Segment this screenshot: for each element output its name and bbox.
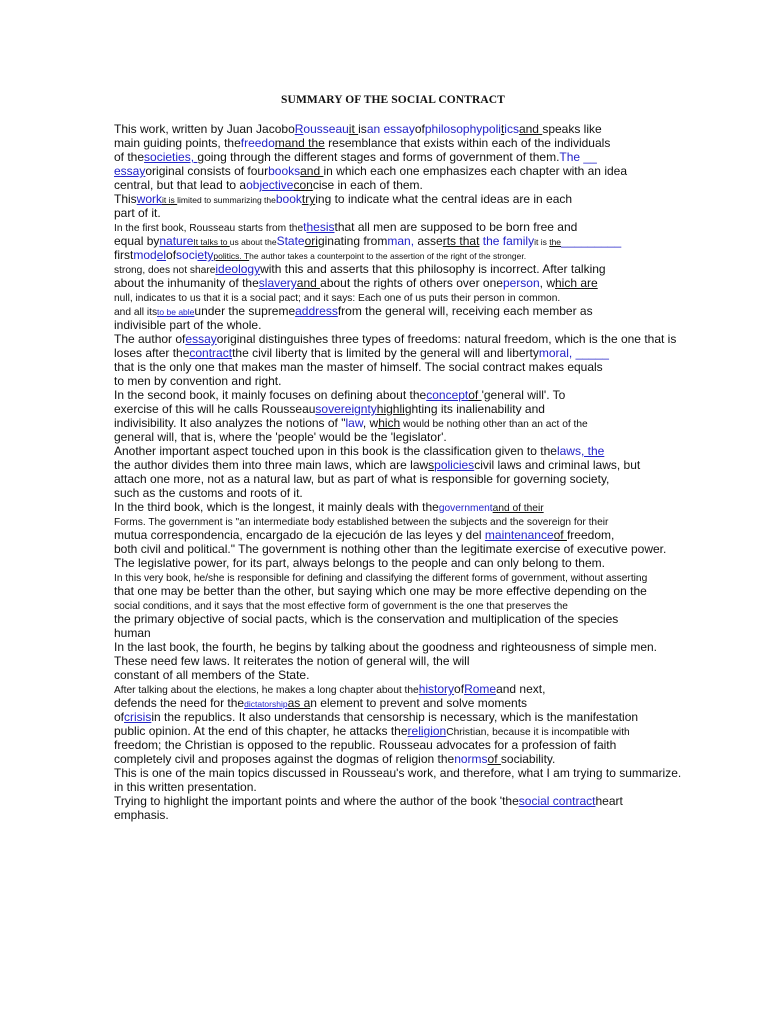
text-run: public opinion. At the end of this chapter, he attacks the [114, 724, 408, 738]
text-line [114, 304, 684, 318]
text-run: n element to prevent and solve moments [310, 696, 528, 710]
text-run: central, but that lead to a [114, 178, 247, 192]
text-run: the author divides them into three main laws, which are law [114, 458, 429, 472]
hyperlink-text[interactable]: book [275, 192, 302, 206]
text-run: original consists of four [145, 164, 269, 178]
text-line [114, 234, 684, 248]
text-run: rts that [442, 234, 480, 248]
hyperlink-text[interactable]: ousseau [303, 122, 349, 136]
hyperlink-text[interactable]: books [268, 164, 301, 178]
text-run: in the republics. It also understands that censorship is necessary, which is the manifestation [151, 710, 639, 724]
text-run: freedom; the Christian is opposed to the republic. Rousseau advocates for a profession of faith [114, 738, 617, 752]
text-run: ori [304, 234, 318, 248]
text-run: null, indicates to us that it is a social pact; and it says: Each one of us puts their person in common. [114, 293, 561, 304]
text-line [114, 500, 684, 514]
document-body [114, 122, 684, 822]
hyperlink-text[interactable]: freedo [240, 136, 275, 150]
text-run: try [301, 192, 316, 206]
text-run: of [468, 388, 482, 402]
text-run: hich [378, 416, 401, 430]
text-run: it is [534, 237, 550, 247]
hyperlink-text[interactable]: ideology [215, 262, 261, 276]
text-run: , w [362, 416, 379, 430]
text-run: social conditions, and it says that the most effective form of government is the one that preserves the [114, 601, 568, 612]
text-run: of [553, 528, 567, 542]
text-line [114, 668, 684, 682]
text-line [114, 192, 684, 206]
hyperlink-text[interactable]: man, [387, 234, 415, 248]
hyperlink-text[interactable]: essay [185, 332, 217, 346]
text-run: indivisibility. It also analyzes the notions of " [114, 416, 346, 430]
text-run: In the first book, Rousseau starts from the [114, 223, 304, 234]
text-line [114, 682, 684, 696]
hyperlink-text[interactable]: soci [176, 248, 198, 262]
hyperlink-text[interactable]: , the [580, 444, 605, 458]
hyperlink-text[interactable]: concept [426, 388, 469, 402]
hyperlink-text[interactable]: moral, [538, 346, 576, 360]
text-run: ghting its inalienability and [404, 402, 545, 416]
text-run: freedom, [566, 528, 615, 542]
hyperlink-text[interactable]: laws [556, 444, 581, 458]
text-run: g [197, 150, 205, 164]
text-run: ginating [317, 234, 360, 248]
hyperlink-text[interactable]: an essay [366, 122, 415, 136]
hyperlink-text[interactable]: crisis [124, 710, 152, 724]
hyperlink-text[interactable]: t [303, 220, 307, 234]
text-run: is [358, 122, 367, 136]
text-run: limited to summarizing the [177, 195, 276, 205]
text-run: politics. T [213, 251, 250, 261]
text-run: that one may be better than the other, but saying which one may be more effective depending on the [114, 584, 647, 598]
text-run: from the general will, receiving each member as [337, 304, 593, 318]
text-run: exercise of this will he calls Rousseau [114, 402, 316, 416]
text-run: In the second book, it mainly focuses on defining about the [114, 388, 427, 402]
text-run: general will, that is, where the 'people' would be the 'legislator'. [114, 430, 447, 444]
hyperlink-text[interactable]: law [345, 416, 363, 430]
text-run: mutua correspondencia, encargado de la ejecución de las leyes y del [114, 528, 485, 542]
hyperlink-text[interactable]: ety [197, 248, 214, 262]
hyperlink-text[interactable]: person [502, 276, 540, 290]
hyperlink-text[interactable]: __ [583, 150, 597, 164]
text-run: defends the need for the [114, 696, 245, 710]
text-run: of the [114, 150, 145, 164]
text-line [114, 178, 684, 192]
hyperlink-text[interactable]: dictatorship [244, 699, 288, 709]
text-line [114, 612, 684, 626]
text-line [114, 654, 684, 668]
text-run: 'general will'. To [481, 388, 566, 402]
text-run: such as the customs and roots of it. [114, 486, 303, 500]
text-line [114, 136, 684, 150]
text-line [114, 458, 684, 472]
text-run: This [114, 192, 137, 206]
text-run: and of their [492, 503, 544, 514]
text-run: Trying to highlight the important points and where the author of the book 'the [114, 794, 519, 808]
hyperlink-text[interactable]: norms [454, 752, 488, 766]
text-line [114, 444, 684, 458]
hyperlink-text[interactable]: maintenance [484, 528, 554, 542]
text-run: resemblance that exists within each of the individuals [324, 136, 611, 150]
hyperlink-text[interactable]: history [418, 682, 455, 696]
text-run: highli [376, 402, 405, 416]
text-run: t [500, 122, 505, 136]
text-run: of [487, 752, 501, 766]
text-run: the [549, 237, 562, 247]
text-run: of [414, 122, 425, 136]
text-run: speaks like [542, 122, 602, 136]
text-run: It talks to [193, 237, 230, 247]
hyperlink-text[interactable]: _________ [561, 234, 622, 248]
text-run: the civil liberty that is limited by the general will and liberty [232, 346, 539, 360]
hyperlink-text[interactable]: the family [479, 234, 535, 248]
text-run: the primary objective of social pacts, which is the conservation and multiplication of the species [114, 612, 619, 626]
text-line [114, 206, 684, 220]
text-run: The author of [114, 332, 186, 346]
text-run: would be nothing other than an act of the [400, 419, 588, 430]
text-line [114, 808, 684, 822]
hyperlink-text[interactable]: to be able [157, 307, 195, 317]
hyperlink-text[interactable]: State [276, 234, 305, 248]
text-run: completely civil and proposes against the dogmas of religion the [114, 752, 455, 766]
text-run: , w [539, 276, 555, 290]
text-line [114, 150, 684, 164]
text-line [114, 318, 684, 332]
text-run: he author takes a counterpoint to the assertion of the right of the stronger. [249, 251, 527, 261]
text-line [114, 570, 684, 584]
text-run: indivisible part of the whole. [114, 318, 262, 332]
text-run: and [518, 122, 543, 136]
hyperlink-text[interactable]: losophy [440, 122, 483, 136]
text-line [114, 514, 684, 528]
hyperlink-text[interactable]: essay [114, 164, 146, 178]
text-line [114, 528, 684, 542]
text-run: constant of all members of the State. [114, 668, 310, 682]
text-run: of [454, 682, 465, 696]
text-line [114, 262, 684, 276]
hyperlink-text[interactable]: mod [133, 248, 157, 262]
text-line [114, 332, 684, 346]
text-line [114, 416, 684, 430]
text-run: under the supreme [194, 304, 296, 318]
text-run: hich are [555, 276, 598, 290]
text-run: of [114, 710, 125, 724]
text-run: about the inhumanity of the [114, 276, 259, 290]
text-run: emphasis. [114, 808, 169, 822]
text-run: In the third book, which is the longest, it mainly deals with the [114, 500, 439, 514]
text-line [114, 290, 684, 304]
hyperlink-text[interactable]: government [438, 503, 493, 514]
text-line [114, 164, 684, 178]
hyperlink-text[interactable]: R [294, 122, 304, 136]
text-line [114, 696, 684, 710]
text-run: sociability. [500, 752, 556, 766]
text-run: both civil and political." The government is nothing other than the legitimate exercise of executive power. [114, 542, 667, 556]
text-line [114, 780, 684, 794]
text-run: and [300, 164, 324, 178]
hyperlink-text[interactable]: nature [159, 234, 194, 248]
text-line [114, 374, 684, 388]
text-run: cise in each of them. [312, 178, 423, 192]
text-run: that all men are supposed to be born free and [334, 220, 578, 234]
text-run: The legislative power, for its part, always belongs to the people and can only belong to them. [114, 556, 605, 570]
text-line [114, 388, 684, 402]
text-line [114, 556, 684, 570]
text-line [114, 710, 684, 724]
text-run: and next, [496, 682, 546, 696]
hyperlink-text[interactable]: sovereignty [315, 402, 377, 416]
text-run: civil laws and criminal laws, but [474, 458, 641, 472]
hyperlink-text[interactable]: ics [504, 122, 519, 136]
text-line [114, 542, 684, 556]
text-run: it is [162, 195, 178, 205]
text-run: us about the [229, 237, 277, 247]
text-run: In this very book, he/she is responsible for defining and classifying the different forms of government, without asserting [114, 573, 648, 584]
hyperlink-text[interactable]: Rome [464, 682, 497, 696]
hyperlink-text[interactable]: slavery [258, 276, 297, 290]
text-line [114, 430, 684, 444]
text-run: Another important aspect touched upon in this book is the classification given to the [114, 444, 557, 458]
text-line [114, 276, 684, 290]
text-line [114, 360, 684, 374]
text-line [114, 752, 684, 766]
text-run: main guiding points, the [114, 136, 241, 150]
text-run: and the [284, 136, 325, 150]
text-line [114, 598, 684, 612]
text-run: from [360, 234, 388, 248]
text-run: In the last book, the fourth, he begins by talking about the goodness and righteousness of simple men. [114, 640, 658, 654]
text-run: in this written presentation. [114, 780, 257, 794]
text-run: heart [595, 794, 623, 808]
text-line [114, 626, 684, 640]
hyperlink-text[interactable]: social contract [518, 794, 596, 808]
text-run: about the rights of others over one [320, 276, 503, 290]
text-line [114, 346, 684, 360]
text-run: that is the only one that makes man the master of himself. The social contract makes equals [114, 360, 603, 374]
hyperlink-text[interactable]: religion [407, 724, 447, 738]
text-run: s [428, 458, 435, 472]
text-run: attach one more, not as a natural law, but as part of what is responsible for governing society, [114, 472, 610, 486]
hyperlink-text[interactable]: The [559, 150, 584, 164]
text-line [114, 738, 684, 752]
text-run: con [293, 178, 313, 192]
hyperlink-text[interactable]: _____ [575, 346, 609, 360]
hyperlink-text[interactable]: contract [189, 346, 233, 360]
text-run: oing through the different stages and forms of government of them. [204, 150, 560, 164]
text-run: After talking about the elections, he makes a long chapter about the [114, 685, 419, 696]
text-run: Forms. The government is "an intermediate body established between the subjects and the sovereign for their [114, 517, 609, 528]
text-line [114, 486, 684, 500]
hyperlink-text[interactable]: obj [246, 178, 263, 192]
text-run: human [114, 626, 151, 640]
text-line [114, 766, 684, 780]
text-line [114, 794, 684, 808]
text-run: This is one of the main topics discussed in Rousseau's work, and therefore, what I am trying to summarize. [114, 766, 682, 780]
text-run: with this and asserts that this philosophy is incorrect. After talking [260, 262, 606, 276]
hyperlink-text[interactable]: policies [434, 458, 475, 472]
hyperlink-text[interactable]: ective [262, 178, 294, 192]
hyperlink-text[interactable]: work [136, 192, 163, 206]
text-run: asse [414, 234, 443, 248]
hyperlink-text[interactable]: phi [424, 122, 441, 136]
hyperlink-text[interactable]: el [156, 248, 167, 262]
text-run: loses after the [114, 346, 190, 360]
text-run: This work, written by Juan Jacobo [114, 122, 295, 136]
document-title: SUMMARY OF THE SOCIAL CONTRACT [281, 94, 505, 106]
text-line [114, 724, 684, 738]
text-run: as a [287, 696, 311, 710]
hyperlink-text[interactable]: poli [482, 122, 501, 136]
hyperlink-text[interactable]: societies, [144, 150, 198, 164]
hyperlink-text[interactable]: address [295, 304, 338, 318]
text-run: Christian, because it is incompatible with [446, 727, 630, 738]
text-run: part of it. [114, 206, 161, 220]
text-run: of [166, 248, 177, 262]
text-line [114, 248, 684, 262]
text-line [114, 472, 684, 486]
text-run: in which each one emphasizes each chapter with an idea [323, 164, 628, 178]
text-run: ing to indicate what the central ideas are in each [315, 192, 573, 206]
text-line [114, 220, 684, 234]
text-run: original distinguishes three types of freedoms: natural freedom, which is the one that is [216, 332, 677, 346]
text-run: first [114, 248, 134, 262]
text-run: it [348, 122, 359, 136]
text-run: and all its [114, 307, 158, 318]
text-run: and [296, 276, 321, 290]
text-line [114, 122, 684, 136]
text-run: strong, does not share [114, 265, 216, 276]
text-line [114, 584, 684, 598]
text-run: to men by convention and right. [114, 374, 282, 388]
text-run: These need few laws. It reiterates the notion of general will, the will [114, 654, 470, 668]
text-run: m [274, 136, 285, 150]
text-line [114, 640, 684, 654]
hyperlink-text[interactable]: hesis [306, 220, 335, 234]
text-run: equal by [114, 234, 160, 248]
text-line [114, 402, 684, 416]
